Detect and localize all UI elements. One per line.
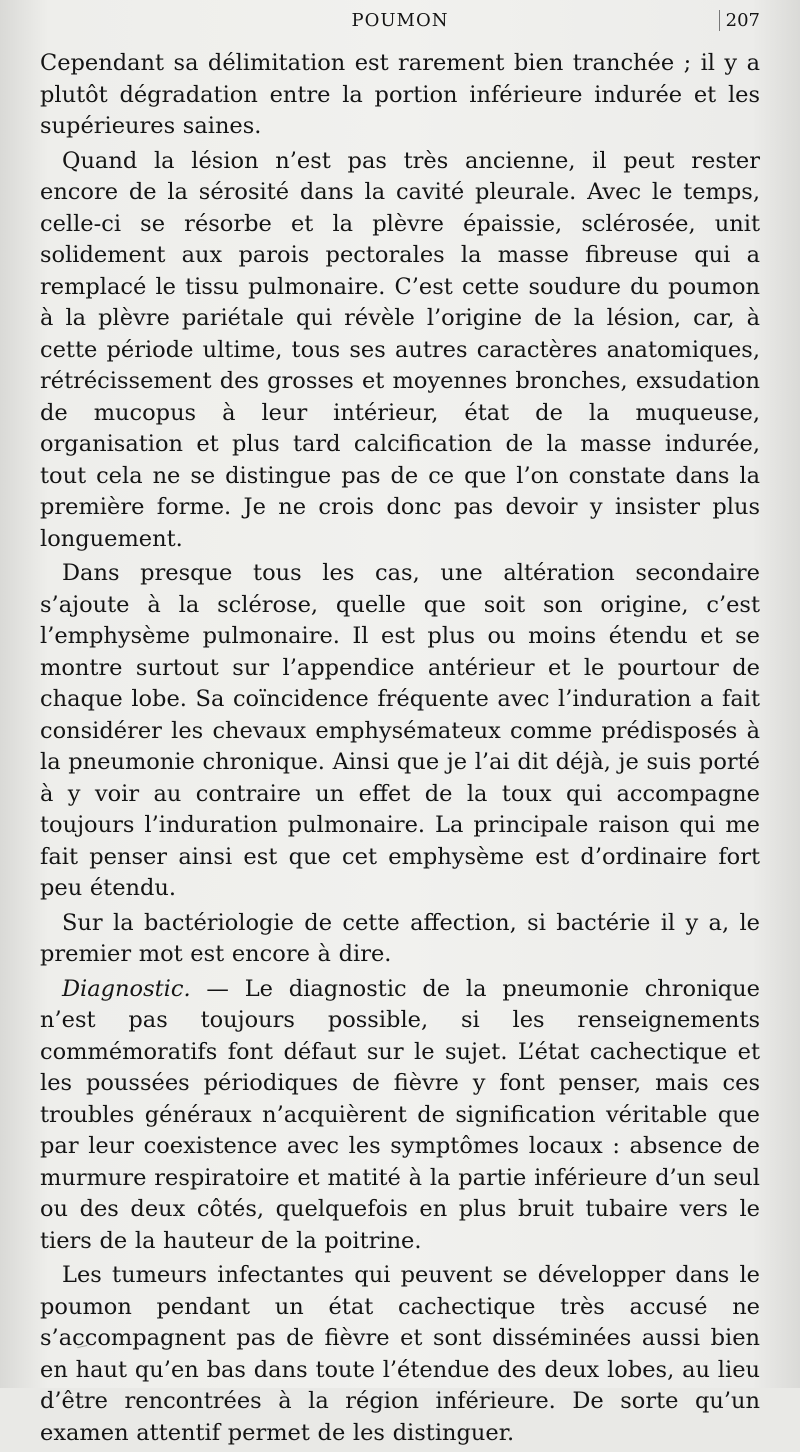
diagnostic-heading: Diagnostic. xyxy=(62,975,191,1002)
running-header xyxy=(40,10,760,38)
diagnostic-text: — Le diagnostic de la pneumonie chronique n’est pas toujours possible, si les renseignements commémoratifs font défaut sur le sujet. L’état cachectique et les poussées périodiques de fièvre y font penser, mais ces troubles généraux n’acquièrent de signification véritable que par leur coexistence avec les symptômes locaux : absence de murmure respiratoire et matité à la partie inférieure d’un seul ou des deux côtés, quelquefois en plus bruit tubaire vers le tiers de la hauteur de la poitrine. xyxy=(40,975,760,1254)
page-number: 207 xyxy=(719,10,760,31)
paragraph-emphysema: Dans presque tous les cas, une altération secondaire s’ajoute à la sclérose, quelle que soit son origine, c’est l’emphysème pulmonaire. Il est plus ou moins étendu et se montre surtout sur l’appendice antérieur et le pourtour de chaque lobe. Sa coïncidence fréquente avec l’induration a fait considérer les chevaux emphysémateux comme prédisposés à la pneumonie chronique. Ainsi que je l’ai dit déjà, je suis porté à y voir au contraire un effet de la toux qui accompagne toujours l’induration pulmonaire. La principale raison qui me fait penser ainsi est que cet emphysème est d’ordinaire fort peu étendu. xyxy=(40,560,760,901)
page-text xyxy=(40,48,760,1452)
paragraph-delimitation: Cependant sa délimitation est rarement bien tranchée ; il y a plutôt dégradation entre la portion inférieure indurée et les supérieures saines. xyxy=(40,50,760,139)
paragraph-diagnostic xyxy=(40,974,760,1258)
running-title: POUMON xyxy=(351,10,449,31)
paragraph-infective-tumours: Les tumeurs infectantes qui peuvent se développer dans le poumon pendant un état cachectique très accusé ne s’accompagnent pas de fièvre et sont disséminées aussi bien en haut qu’en bas dans toute l’étendue des deux lobes, au lieu d’être rencontrées à la région inférieure. De sorte qu’un examen attentif permet de les distinguer. xyxy=(40,1262,760,1446)
paragraph-bacteriology: Sur la bactériologie de cette affection, si bactérie il y a, le premier mot est encore à dire. xyxy=(40,909,760,967)
paragraph-pleural-adhesion: Quand la lésion n’est pas très ancienne, il peut rester encore de la sérosité dans la cavité pleurale. Avec le temps, celle-ci se résorbe et la plèvre épaissie, sclérosée, unit solidement aux parois pectorales la masse fibreuse qui a remplacé le tissu pulmonaire. C’est cette soudure du poumon à la plèvre pariétale qui révèle l’origine de la lésion, car, à cette période ultime, tous ses autres caractères anatomiques, rétrécissement des grosses et moyennes bronches, exsudation de mucopus à leur intérieur, état de la muqueuse, organisation et plus tard calcification de la masse indurée, tout cela ne se distingue pas de ce que l’on constate dans la première forme. Je ne crois donc pas devoir y insister plus longuement. xyxy=(40,147,760,552)
